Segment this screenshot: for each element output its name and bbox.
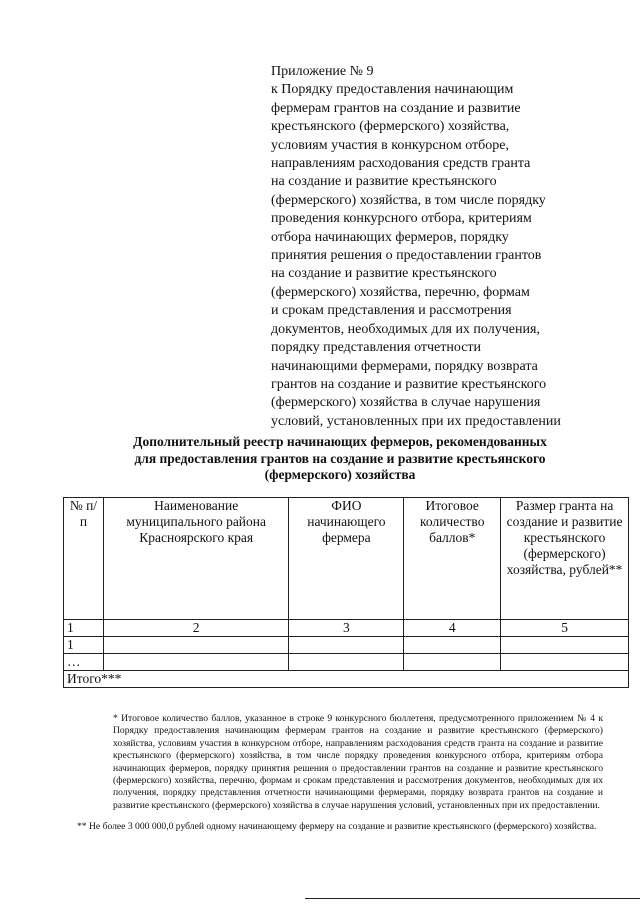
column-number: 4 bbox=[404, 620, 501, 637]
row-ellipsis: … bbox=[64, 654, 104, 671]
appendix-line: на создание и развитие крестьянского bbox=[271, 266, 497, 282]
footnote-grant-limit bbox=[77, 821, 603, 833]
appendix-line: крестьянского (фермерского) хозяйства, bbox=[271, 119, 510, 135]
appendix-line: (фермерского) хозяйства, перечню, формам bbox=[271, 284, 530, 300]
appendix-line: на создание и развитие крестьянского bbox=[271, 174, 497, 190]
column-number: 5 bbox=[501, 620, 629, 637]
table-cell bbox=[103, 654, 289, 671]
footnote-text: * Итоговое количество баллов, указанное в строке 9 конкурсного бюллетеня, предусмотренного приложением № 4 к Порядку предоставления начинающим фермерам грантов на создание и развитие крестьянского (фермерского) хозяйства, условиям участия в конкурсном отборе, направлениям расходования средств гранта на создание и развитие крестьянского (фермерского) хозяйства, в том числе порядку проведения конкурсного отбора, критериям отбора начинающих фермеров, порядку принятия решения о предоставлении грантов на создание и развитие крестьянского (фермерского) хозяйства, перечню, формам и срокам представления и рассмотрения документов, необходимых для их получения, порядку представления отчетности начинающими фермерами, порядку возврата грантов на создание и развитие крестьянского (фермерского) хозяйства в случае нарушения условий, установленных при их предоставлении. bbox=[113, 713, 603, 811]
registry-table bbox=[63, 497, 629, 688]
appendix-header bbox=[271, 63, 611, 431]
appendix-line: (фермерского) хозяйства, в том числе порядку bbox=[271, 192, 546, 208]
column-number-row bbox=[64, 620, 629, 637]
appendix-line: условиям участия в конкурсном отборе, bbox=[271, 137, 509, 153]
bottom-divider bbox=[305, 898, 640, 899]
appendix-line: и срокам представления и рассмотрения bbox=[271, 303, 512, 319]
document-title bbox=[90, 434, 590, 484]
appendix-line: начинающими фермерами, порядку возврата bbox=[271, 358, 538, 374]
footnote-text: ** Не более 3 000 000,0 рублей одному начинающему фермеру на создание и развитие крестьянского (фермерского) хозяйства. bbox=[77, 821, 597, 832]
appendix-line: грантов на создание и развитие крестьянского bbox=[271, 376, 547, 392]
appendix-line: условий, установленных при их предоставлении bbox=[271, 413, 561, 429]
appendix-line: направлениям расходования средств гранта bbox=[271, 156, 531, 172]
table-cell bbox=[501, 654, 629, 671]
appendix-line: порядку представления отчетности bbox=[271, 340, 482, 356]
table-cell bbox=[501, 637, 629, 654]
appendix-line: фермерам грантов на создание и развитие bbox=[271, 100, 521, 116]
header-number: № п/п bbox=[64, 498, 104, 620]
header-grant-amount: Размер гранта на создание и развитие крестьянского (фермерского) хозяйства, рублей** bbox=[501, 498, 629, 620]
table-cell bbox=[289, 637, 404, 654]
appendix-line: принятия решения о предоставлении грантов bbox=[271, 248, 542, 264]
table-cell bbox=[404, 637, 501, 654]
appendix-line: проведения конкурсного отбора, критериям bbox=[271, 211, 532, 227]
table-cell bbox=[404, 654, 501, 671]
table-row bbox=[64, 654, 629, 671]
total-row bbox=[64, 671, 629, 688]
footnote-score bbox=[77, 713, 603, 812]
column-number: 1 bbox=[64, 620, 104, 637]
column-number: 2 bbox=[103, 620, 289, 637]
row-number: 1 bbox=[64, 637, 104, 654]
header-farmer-name: ФИО начинающего фермера bbox=[289, 498, 404, 620]
appendix-line: Приложение № 9 bbox=[271, 64, 374, 79]
title-line: (фермерского) хозяйства bbox=[264, 467, 416, 482]
header-district: Наименование муниципального района Красноярского края bbox=[103, 498, 289, 620]
table-cell bbox=[103, 637, 289, 654]
table-row bbox=[64, 637, 629, 654]
appendix-line: (фермерского) хозяйства в случае нарушения bbox=[271, 395, 541, 411]
title-line: для предоставления грантов на создание и развитие крестьянского bbox=[134, 450, 546, 466]
total-label: Итого*** bbox=[64, 671, 629, 688]
header-score: Итоговое количество баллов* bbox=[404, 498, 501, 620]
table-header-row bbox=[64, 498, 629, 620]
appendix-line: документов, необходимых для их получения, bbox=[271, 321, 540, 337]
appendix-line: отбора начинающих фермеров, порядку bbox=[271, 229, 509, 245]
table-cell bbox=[289, 654, 404, 671]
appendix-line: к Порядку предоставления начинающим bbox=[271, 82, 514, 98]
title-line: Дополнительный реестр начинающих фермеров, рекомендованных bbox=[133, 434, 547, 449]
column-number: 3 bbox=[289, 620, 404, 637]
